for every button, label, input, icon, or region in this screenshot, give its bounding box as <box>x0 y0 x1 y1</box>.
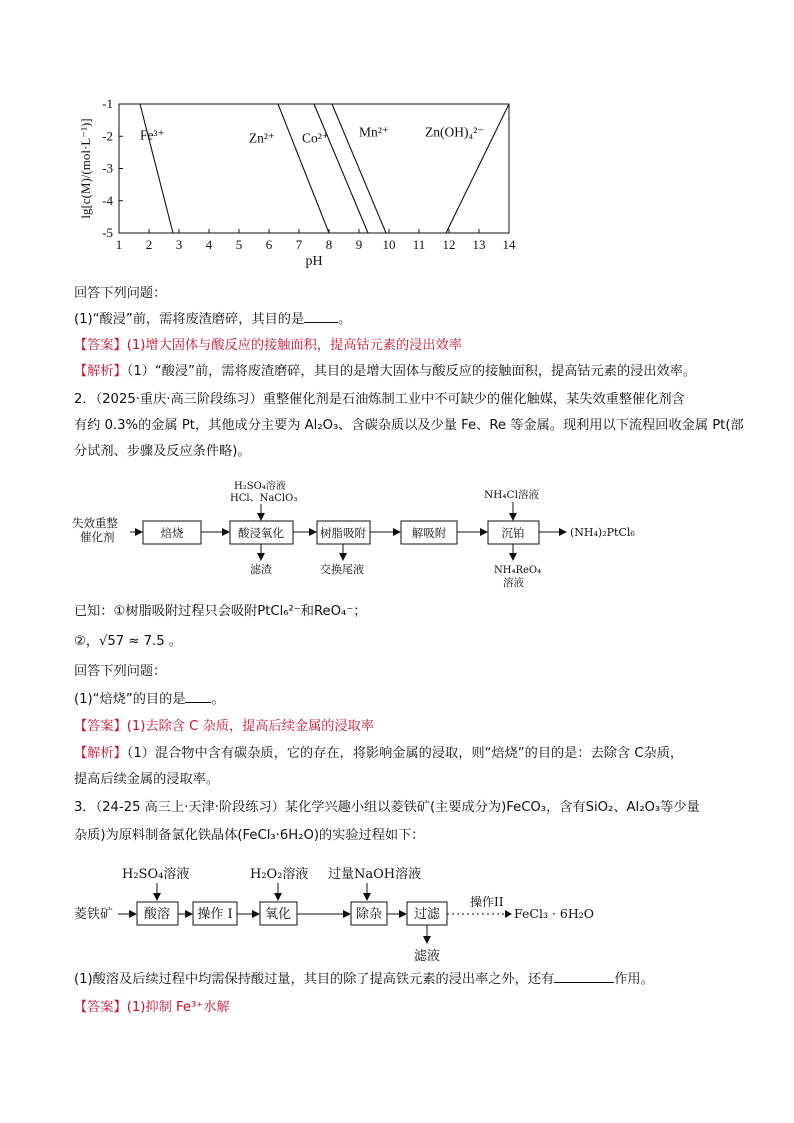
flow2-op2: 操作II <box>470 895 504 909</box>
x-tick-label: 8 <box>325 237 333 252</box>
question-1-text: (1)“酸浸”前，需将废渣磨碎，其目的是 <box>74 312 305 327</box>
flow1-product: (NH₄)₂PtCl₆ <box>570 526 635 539</box>
flow2-product: FeCl₃ · 6H₂O <box>514 906 594 921</box>
flow2-step-purify: 除杂 <box>355 907 383 922</box>
flow2-filtrate: 滤液 <box>414 949 441 964</box>
answer-tag: 【答案】 <box>74 338 127 353</box>
question-intro: 回答下列问题： <box>74 286 167 301</box>
flow2-start: 菱铁矿 <box>74 907 114 922</box>
flow1-reagent-b: HCl、NaClO₃ <box>230 493 298 504</box>
ph-chart <box>0 0 794 285</box>
flow1-solution: 溶液 <box>503 577 524 589</box>
analysis-2-line-2: 提高后续金属的浸取率。 <box>74 772 220 787</box>
flow1-step-resin: 树脂吸附 <box>320 526 366 540</box>
flowchart-pt <box>0 476 794 616</box>
analysis-1 <box>74 362 696 382</box>
x-tick-label: 13 <box>472 237 486 252</box>
x-tick-label: 7 <box>295 237 303 252</box>
flow1-step-acid: 酸浸氧化 <box>238 526 284 540</box>
x-tick-label: 6 <box>265 237 273 252</box>
series-label: Co²⁺ <box>302 130 329 146</box>
x-tick-label: 3 <box>175 237 183 252</box>
problem-2-line-2: 有约 0.3%的金属 Pt，其他成分主要为 Al₂O₃、含碳杂质以及少量 Fe、Re 等金属。现利用以下流程回收金属 Pt(部 <box>74 418 744 433</box>
y-tick-label: -4 <box>102 192 113 208</box>
answer-1 <box>74 336 462 356</box>
x-tick-label: 1 <box>115 237 123 252</box>
flow1-step-roast: 焙烧 <box>160 526 184 540</box>
answer-blank <box>185 690 211 703</box>
flow1-step-desorb: 解吸附 <box>411 526 447 540</box>
answer-tag: 【答案】 <box>74 1000 127 1015</box>
flow1-start-line1: 失效重整 <box>72 516 118 530</box>
x-axis-label: pH <box>305 254 323 269</box>
known-2: ②，√57 ≈ 7.5 。 <box>74 634 182 649</box>
question-1-end: 。 <box>338 312 352 327</box>
answer-2 <box>74 717 374 737</box>
y-tick-label: -1 <box>102 96 113 111</box>
series-label: Mn²⁺ <box>359 124 389 140</box>
flow1-step-precip: 沉铂 <box>501 526 525 540</box>
flow2-reagent-h2o2: H₂O₂溶液 <box>250 867 309 882</box>
question-2-text: (1)“焙烧”的目的是 <box>74 692 186 707</box>
x-tick-label: 9 <box>355 237 363 252</box>
problem-3-line-2: 杂质)为原料制备氯化铁晶体(FeCl₃·6H₂O)的实验过程如下： <box>74 828 425 843</box>
x-tick-label: 12 <box>442 237 456 252</box>
flow2-reagent-naoh: 过量NaOH溶液 <box>328 867 422 882</box>
series-line <box>140 104 173 233</box>
x-tick-label: 14 <box>502 237 516 252</box>
question-2-end: 。 <box>211 692 225 707</box>
analysis-text: （1）“酸浸”前，需将废渣磨碎，其目的是增大固体与酸反应的接触面积，提高钴元素的浸出效率。 <box>126 364 697 379</box>
answer-text: (1)增大固体与酸反应的接触面积，提高钴元素的浸出效率 <box>126 338 462 353</box>
answer-blank <box>304 310 338 323</box>
problem-2-line-1: 2．（2025·重庆·高三阶段练习）重整催化剂是石油炼制工业中不可缺少的催化触媒，某失效重整催化剂含 <box>74 392 685 407</box>
flow2-step-dissolve: 酸溶 <box>143 907 171 922</box>
y-tick-label: -3 <box>102 160 113 176</box>
question-2 <box>74 690 225 710</box>
x-tick-label: 5 <box>235 237 243 252</box>
answer-text: (1)去除含 C 杂质，提高后续金属的浸取率 <box>126 719 375 734</box>
y-tick-label: -5 <box>102 225 113 240</box>
question-3-end: 作用。 <box>614 972 654 987</box>
answer-tag: 【答案】 <box>74 719 127 734</box>
analysis-tag: 【解析】 <box>74 746 127 761</box>
flow1-tail-liquid: 交换尾液 <box>320 563 364 576</box>
answer-3 <box>74 998 230 1018</box>
flow1-residue: 滤渣 <box>250 563 272 576</box>
y-axis-label: lg[c(M)/(mol·L⁻¹)] <box>78 118 93 219</box>
x-tick-label: 4 <box>205 237 213 252</box>
flow1-start-line2: 催化剂 <box>80 530 115 544</box>
problem-3-line-1: 3．（24-25 高三上·天津·阶段练习）某化学兴趣小组以菱铁矿(主要成分为)FeCO₃，含有SiO₂、Al₂O₃等少量 <box>74 800 700 815</box>
flow2-step-oxidize: 氧化 <box>264 907 292 922</box>
flow2-reagent-h2so4: H₂SO₄溶液 <box>122 867 190 882</box>
flow1-nh4reo4: NH₄ReO₄ <box>494 565 542 576</box>
problem-2-line-3: 分试剂、步骤及反应条件略)。 <box>74 444 251 459</box>
question-3 <box>74 970 654 990</box>
question-1 <box>74 310 351 330</box>
x-tick-label: 10 <box>382 237 396 252</box>
known-1: 已知：①树脂吸附过程只会吸附PtCl₆²⁻和ReO₄⁻； <box>74 604 367 619</box>
flow1-reagent-a: H₂SO₄溶液 <box>234 481 286 492</box>
analysis-tag: 【解析】 <box>74 364 127 379</box>
flow2-step-op1: 操作 I <box>197 907 233 922</box>
analysis-text: （1）混合物中含有碳杂质，它的存在，将影响金属的浸取，则“焙烧”的目的是：去除含 C杂质， <box>126 746 684 761</box>
answer-text: (1)抑制 Fe³⁺水解 <box>126 1000 230 1015</box>
flow2-step-filter: 过滤 <box>413 907 441 922</box>
flowchart-fecl3 <box>0 856 794 966</box>
question-intro-2: 回答下列问题： <box>74 664 167 679</box>
answer-blank <box>554 970 614 983</box>
question-3-text: (1)酸溶及后续过程中均需保持酸过量，其目的除了提高铁元素的浸出率之外，还有 <box>74 972 555 987</box>
series-line <box>278 104 329 233</box>
x-tick-label: 2 <box>145 237 153 252</box>
analysis-2-line-1 <box>74 744 683 764</box>
series-label: Zn(OH)₄²⁻ <box>425 124 485 140</box>
x-tick-label: 11 <box>412 237 426 252</box>
flow1-reagent-nh4cl: NH₄Cl溶液 <box>484 489 539 501</box>
series-label: Fe³⁺ <box>140 127 165 143</box>
y-tick-label: -2 <box>102 128 113 144</box>
series-label: Zn²⁺ <box>248 130 275 146</box>
